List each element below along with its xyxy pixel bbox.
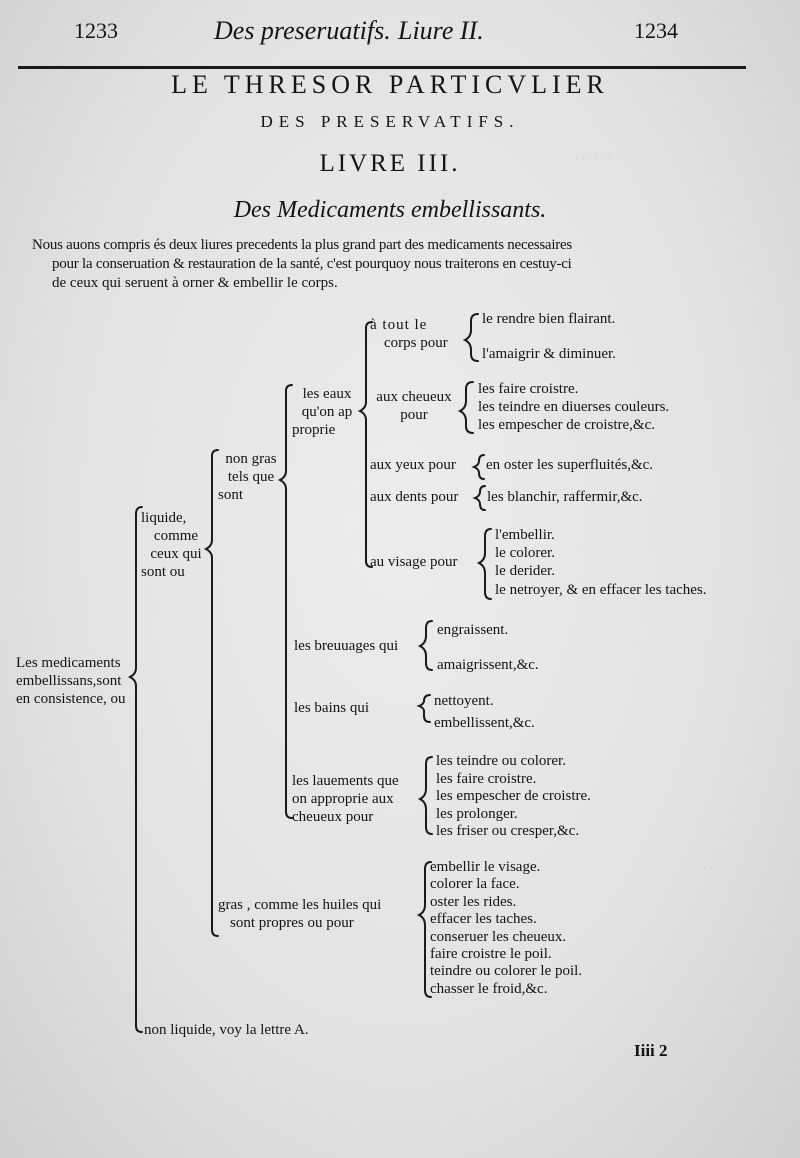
- list-item: le derider.: [495, 563, 555, 580]
- yeux-item: en oster les superfluités,&c.: [486, 457, 654, 473]
- list-item: teindre ou colorer le poil.: [430, 963, 583, 980]
- book-label: Liure II.: [398, 16, 484, 45]
- lauements-items: [436, 753, 591, 841]
- yeux-label: aux yeux pour: [370, 457, 456, 473]
- brace-dents: [475, 486, 485, 510]
- list-item: les faire croistre.: [478, 381, 579, 397]
- breuuages-label: les breuuages qui: [294, 638, 399, 654]
- tout-corps-item: le rendre bien flairant.: [482, 311, 616, 327]
- intro-line: Nous auons compris és deux liures precedents la plus grand part des medicaments necessaires: [32, 237, 572, 253]
- list-item: les prolonger.: [436, 805, 518, 822]
- list-item: les empescher de croistre,&c.: [478, 417, 656, 433]
- list-item: le colorer.: [495, 545, 555, 562]
- intro-line: de ceux qui seruent à orner & embellir le corps.: [52, 275, 338, 291]
- bleed-through-text: · · · ·: [690, 863, 713, 875]
- list-item: faire croistre le poil.: [430, 946, 552, 963]
- list-item: le netroyer, & en effacer les taches.: [495, 581, 707, 598]
- non-gras-label: non gras tels que sont: [218, 451, 277, 503]
- list-item: les faire croistre.: [436, 770, 537, 787]
- brace-visage: [479, 529, 491, 599]
- list-item: effacer les taches.: [430, 911, 537, 928]
- brace-eaux: [360, 322, 372, 567]
- list-item: colorer la face.: [430, 876, 520, 893]
- brace-breuuages: [420, 621, 432, 670]
- visage-items: [495, 526, 707, 599]
- gras-items: [430, 859, 582, 998]
- list-item: embellir le visage.: [430, 859, 541, 875]
- non-liquide-label: non liquide, voy la lettre A.: [144, 1022, 309, 1038]
- cheueux-items: [478, 380, 669, 434]
- list-item: oster les rides.: [430, 893, 517, 910]
- brace-bains: [419, 695, 430, 722]
- visage-label: au visage pour: [370, 554, 458, 570]
- breuuages-item: engraissent.: [437, 622, 509, 638]
- tout-corps-label: à tout le corps pour: [370, 317, 448, 351]
- breuuages-item: amaigrissent,&c.: [437, 657, 539, 673]
- list-item: les teindre ou colorer.: [436, 753, 566, 769]
- brace-tout-corps: [465, 314, 478, 361]
- page-number-right: 1234: [634, 18, 678, 43]
- list-item: conseruer les cheueux.: [430, 928, 567, 945]
- gras-label: gras , comme les huiles qui sont propres ou pour: [218, 897, 382, 931]
- liquide-label: liquide, comme ceux qui sont ou: [141, 510, 202, 580]
- main-title: LE THRESOR PARTICVLIER: [171, 70, 609, 99]
- list-item: chasser le froid,&c.: [430, 980, 548, 997]
- list-item: les teindre en diuerses couleurs.: [478, 399, 670, 415]
- signature-mark: Iiii 2: [634, 1041, 668, 1060]
- dents-label: aux dents pour: [370, 489, 459, 505]
- brace-yeux: [474, 455, 484, 479]
- list-item: les empescher de croistre.: [436, 788, 591, 804]
- page-number-left: 1233: [74, 18, 118, 43]
- root-label: Les medicaments embellissans,sont en consistence, ou: [16, 655, 126, 707]
- bains-item: embellissent,&c.: [434, 715, 535, 731]
- sub-title: DES PRESERVATIFS.: [260, 112, 520, 131]
- cheueux-label: aux cheueux pour: [376, 389, 452, 423]
- list-item: l'embellir.: [495, 527, 555, 543]
- brace-lauements: [420, 757, 432, 834]
- dents-item: les blanchir, raffermir,&c.: [487, 489, 643, 505]
- bains-item: nettoyent.: [434, 693, 494, 709]
- book-title: LIVRE III.: [319, 150, 461, 177]
- lauements-label: les lauements que on approprie aux cheueux pour: [292, 773, 399, 825]
- list-item: les friser ou cresper,&c.: [436, 823, 580, 839]
- intro-line: pour la conseruation & restauration de la santé, c'est pourquoy nous traiterons en cestuy-ci: [52, 256, 572, 272]
- header-rule: [18, 66, 746, 69]
- chapter-title: Des Medicaments embellissants.: [233, 197, 547, 223]
- brace-cheueux: [460, 382, 473, 433]
- bains-label: les bains qui: [294, 700, 369, 716]
- running-title: Des preseruatifs.: [214, 16, 391, 45]
- eaux-label: les eaux qu'on ap proprie: [292, 386, 353, 438]
- brace-root: [130, 507, 142, 1032]
- tout-corps-item: l'amaigrir & diminuer.: [482, 346, 616, 362]
- bleed-through-text: · · · · · ·: [575, 153, 611, 165]
